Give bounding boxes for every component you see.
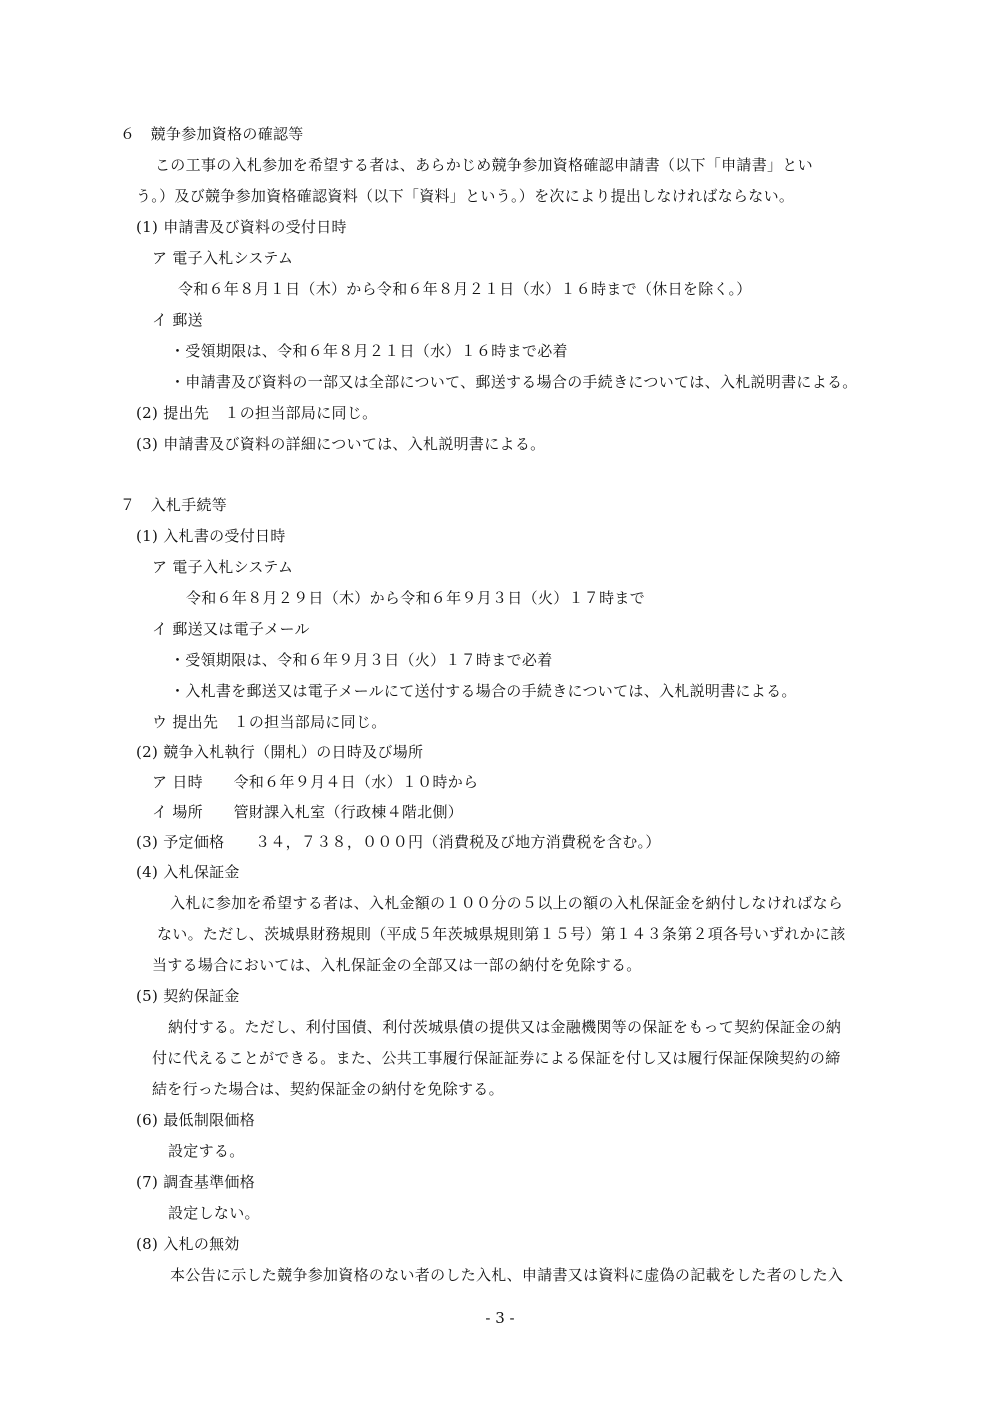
section-6-item-1-b-bullet-1: ・受領期限は、令和６年８月２１日（水）１６時まで必着 [170, 342, 568, 360]
section-7-item-1-a-text: 令和６年８月２９日（木）から令和６年９月３日（火）１７時まで [186, 589, 646, 607]
section-7-item-1-b-bullet-1: ・受領期限は、令和６年９月３日（火）１７時まで必着 [170, 651, 553, 669]
section-6-item-1-title: (1) 申請書及び資料の受付日時 [136, 218, 347, 236]
section-7-item-3: (3) 予定価格 ３４，７３８，０００円（消費税及び地方消費税を含む。） [136, 833, 661, 851]
section-6-intro-line-1: この工事の入札参加を希望する者は、あらかじめ競争参加資格確認申請書（以下「申請書」とい [155, 156, 813, 174]
section-7-item-4-text-line-1: 入札に参加を希望する者は、入札金額の１００分の５以上の額の入札保証金を納付しなければなら [170, 894, 844, 912]
section-6-item-1-a-label: ア 電子入札システム [152, 249, 294, 267]
section-7-item-2-b: イ 場所 管財課入札室（行政棟４階北側） [152, 803, 464, 821]
section-7-item-5-title: (5) 契約保証金 [136, 987, 240, 1005]
section-7-item-2-a: ア 日時 令和６年９月４日（水）１０時から [152, 773, 479, 791]
section-7-item-8-text-line-1: 本公告に示した競争参加資格のない者のした入札、申請書又は資料に虚偽の記載をした者のした入 [170, 1266, 844, 1284]
section-6-item-2: (2) 提出先 １の担当部局に同じ。 [136, 404, 378, 422]
section-6-intro-line-2: う。）及び競争参加資格確認資料（以下「資料」という。）を次により提出しなければならない。 [136, 187, 795, 205]
section-6-item-1-b-bullet-2: ・申請書及び資料の一部又は全部について、郵送する場合の手続きについては、入札説明書による。 [170, 373, 858, 391]
section-7-item-7-title: (7) 調査基準価格 [136, 1173, 256, 1191]
section-7-item-2-title: (2) 競争入札執行（開札）の日時及び場所 [136, 743, 424, 761]
section-6-item-1-b-label: イ 郵送 [152, 311, 203, 329]
section-7-item-1-b-label: イ 郵送又は電子メール [152, 620, 310, 638]
section-6-item-1-a-text: 令和６年８月１日（木）から令和６年８月２１日（水）１６時まで（休日を除く。） [178, 280, 752, 298]
section-7-item-5-text-line-2: 付に代えることができる。また、公共工事履行保証証券による保証を付し又は履行保証保険契約の締 [152, 1049, 841, 1067]
section-7-item-5-text-line-1: 納付する。ただし、利付国債、利付茨城県債の提供又は金融機関等の保証をもって契約保証金の納 [168, 1018, 842, 1036]
section-7-heading: ７ 入札手続等 [120, 496, 228, 514]
section-7-item-1-c: ウ 提出先 １の担当部局に同じ。 [152, 713, 387, 731]
section-7-item-4-text-line-3: 当する場合においては、入札保証金の全部又は一部の納付を免除する。 [152, 956, 642, 974]
section-7-item-1-b-bullet-2: ・入札書を郵送又は電子メールにて送付する場合の手続きについては、入札説明書による。 [170, 682, 797, 700]
page-number: - 3 - [485, 1309, 515, 1327]
section-7-item-7-text: 設定しない。 [168, 1204, 260, 1222]
section-7-item-8-title: (8) 入札の無効 [136, 1235, 240, 1253]
section-7-item-6-title: (6) 最低制限価格 [136, 1111, 256, 1129]
section-7-item-4-title: (4) 入札保証金 [136, 863, 240, 881]
section-6-heading: ６ 競争参加資格の確認等 [120, 125, 304, 143]
section-7-item-5-text-line-3: 結を行った場合は、契約保証金の納付を免除する。 [152, 1080, 504, 1098]
section-6-item-3: (3) 申請書及び資料の詳細については、入札説明書による。 [136, 435, 546, 453]
section-7-item-1-a-label: ア 電子入札システム [152, 558, 294, 576]
section-7-item-1-title: (1) 入札書の受付日時 [136, 527, 286, 545]
section-7-item-6-text: 設定する。 [168, 1142, 245, 1160]
section-7-item-4-text-line-2: ない。ただし、茨城県財務規則（平成５年茨城県規則第１５号）第１４３条第２項各号いずれかに該 [157, 925, 846, 943]
